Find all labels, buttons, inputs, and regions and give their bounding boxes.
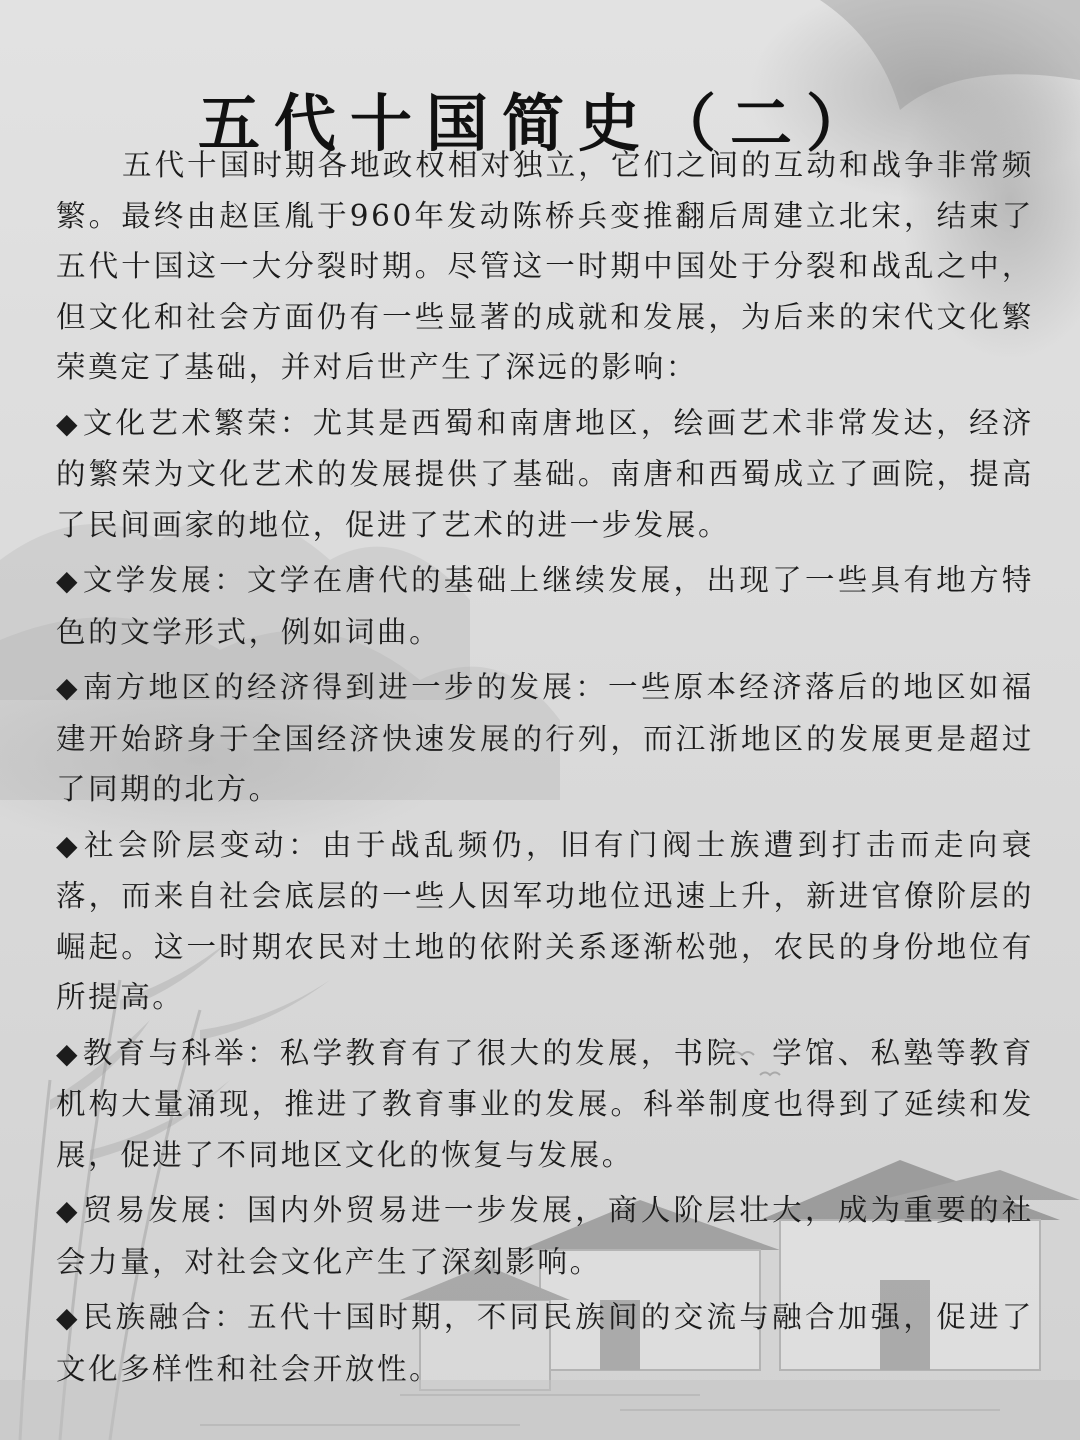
diamond-bullet-icon: ◆ [56,1301,81,1334]
bullet-text: 尤其是西蜀和南唐地区，绘画艺术非常发达，经济的繁荣为文化艺术的发展提供了基础。南唐和西蜀成立了画院，提高了民间画家的地位，促进了艺术的进一步发展。 [56,405,1034,542]
page-title: 五代十国简史（二） [197,86,882,160]
bullet-text: 私学教育有了很大的发展，书院、学馆、私塾等教育机构大量涌现，推进了教育事业的发展。科举制度也得到了延续和发展，促进了不同地区文化的恢复与发展。 [56,1035,1034,1172]
diamond-bullet-icon: ◆ [56,671,81,704]
diamond-bullet-icon: ◆ [56,828,83,862]
bullet-heading: 教育与科举： [82,1035,280,1070]
bullet-text: 由于战乱频仍，旧有门阀士族遭到打击而走向衰落，而来自社会底层的一些人因军功地位迅速上升，新进官僚阶层的崛起。这一时期农民对土地的依附关系逐渐松弛，农民的身份地位有所提高。 [56,827,1034,1014]
bullet-item-trade [56,1185,1034,1287]
bullet-heading: 贸易发展： [82,1193,247,1227]
bullet-item-ethnic-fusion [56,1292,1034,1394]
diamond-bullet-icon: ◆ [56,406,81,440]
bullet-item-southern-economy [56,662,1034,815]
bullet-item-social-class [56,820,1034,1023]
bullet-text: 国内外贸易进一步发展，商人阶层壮大，成为重要的社会力量，对社会文化产生了深刻影响。 [56,1193,1034,1279]
bullet-heading: 社会阶层变动： [84,827,322,862]
bullet-heading: 民族融合： [82,1300,247,1334]
bullet-text: 五代十国时期，不同民族间的交流与融合加强，促进了文化多样性和社会开放性。 [56,1300,1034,1386]
bullet-item-culture-art [56,398,1034,551]
bullet-heading: 南方地区的经济得到进一步的发展： [82,670,609,704]
bullet-item-education [56,1028,1034,1181]
bullet-heading: 文化艺术繁荣： [82,405,313,440]
bullet-heading: 文学发展： [82,563,247,597]
article-body [56,140,1034,1394]
intro-paragraph: 五代十国时期各地政权相对独立，它们之间的互动和战争非常频繁。最终由赵匡胤于960年发动陈桥兵变推翻后周建立北宋，结束了五代十国这一大分裂时期。尽管这一时期中国处于分裂和战乱之中，但文化和社会方面仍有一些显著的成就和发展，为后来的宋代文化繁荣奠定了基础，并对后世产生了深远的影响： [56,148,1034,384]
diamond-bullet-icon: ◆ [56,1036,81,1070]
bullet-item-literature [56,555,1034,657]
diamond-bullet-icon: ◆ [56,1194,81,1227]
bullet-text: 一些原本经济落后的地区如福建开始跻身于全国经济快速发展的行列，而江浙地区的发展更是超过了同期的北方。 [56,670,1034,806]
bullet-text: 文学在唐代的基础上继续发展，出现了一些具有地方特色的文学形式，例如词曲。 [56,563,1034,649]
diamond-bullet-icon: ◆ [56,564,81,597]
